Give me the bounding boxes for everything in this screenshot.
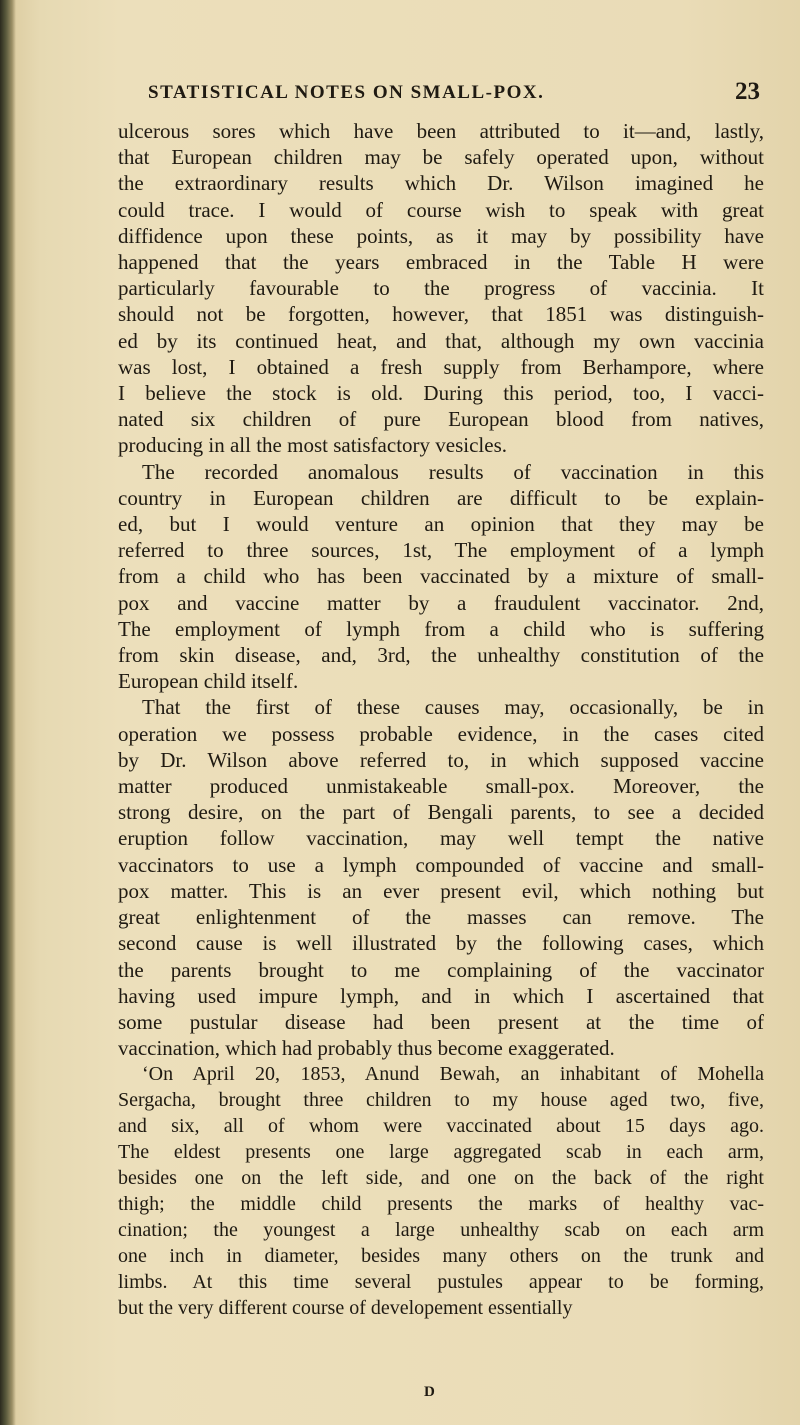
- text-line: limbs. At this time several pustules appear to be forming,: [118, 1271, 764, 1294]
- text-line: second cause is well illustrated by the following cases, which: [118, 931, 764, 956]
- text-line: thigh; the middle child presents the marks of healthy vac-: [118, 1193, 764, 1216]
- text-line: great enlightenment of the masses can remove. The: [118, 905, 764, 930]
- text-line: nated six children of pure European blood from natives,: [118, 407, 764, 432]
- text-line: and six, all of whom were vaccinated about 15 days ago.: [118, 1115, 764, 1138]
- text-line: was lost, I obtained a fresh supply from Berhampore, where: [118, 354, 764, 379]
- text-line: ulcerous sores which have been attributed to it—and, lastly,: [118, 119, 764, 143]
- text-line: I believe the stock is old. During this period, too, I vacci-: [118, 381, 764, 406]
- text-line: producing in all the most satisfactory vesicles.: [118, 433, 507, 458]
- text-line: by Dr. Wilson above referred to, in which supposed vaccine: [118, 747, 764, 772]
- paragraph: [118, 459, 764, 695]
- text-flow: [118, 118, 764, 1321]
- paragraph: [118, 118, 764, 459]
- text-line: ‘On April 20, 1853, Anund Bewah, an inhabitant of Mohella: [142, 1063, 764, 1086]
- text-line: cination; the youngest a large unhealthy scab on each arm: [118, 1219, 764, 1242]
- text-line: The eldest presents one large aggregated scab in each arm,: [118, 1141, 764, 1164]
- text-line: one inch in diameter, besides many others on the trunk and: [118, 1245, 764, 1268]
- paragraph: [118, 694, 764, 1061]
- text-line: ed by its continued heat, and that, although my own vaccinia: [118, 328, 764, 353]
- text-line: European child itself.: [118, 669, 299, 694]
- text-line: The recorded anomalous results of vaccination in this: [142, 459, 764, 484]
- text-line: diffidence upon these points, as it may by possibility have: [118, 223, 764, 248]
- text-line: should not be forgotten, however, that 1851 was distinguish-: [118, 302, 764, 327]
- text-line: but the very different course of developement essentially: [118, 1297, 573, 1320]
- text-line: eruption follow vaccination, may well tempt the native: [118, 826, 764, 851]
- text-line: happened that the years embraced in the Table H were: [118, 250, 764, 275]
- text-line: from a child who has been vaccinated by a mixture of small-: [118, 564, 764, 589]
- text-line: some pustular disease had been present at the time of: [118, 1009, 764, 1034]
- body-text: [118, 118, 764, 1321]
- text-line: That the first of these causes may, occasionally, be in: [142, 695, 764, 720]
- signature-mark: D: [424, 1384, 435, 1400]
- text-line: referred to three sources, 1st, The employment of a lymph: [118, 538, 764, 563]
- text-line: the parents brought to me complaining of the vaccinator: [118, 957, 764, 982]
- running-header: [118, 78, 760, 112]
- text-line: vaccinators to use a lymph compounded of vaccine and small-: [118, 852, 764, 877]
- text-line: country in European children are difficult to be explain-: [118, 485, 764, 510]
- text-line: operation we possess probable evidence, in the cases cited: [118, 721, 764, 746]
- text-line: besides one on the left side, and one on the back of the right: [118, 1167, 764, 1190]
- page-number: 23: [735, 78, 760, 105]
- page-binding-edge: [0, 0, 16, 1425]
- text-line: Sergacha, brought three children to my house aged two, five,: [118, 1089, 764, 1112]
- text-line: that European children may be safely operated upon, without: [118, 145, 764, 170]
- text-line: from skin disease, and, 3rd, the unhealthy constitution of the: [118, 643, 764, 668]
- text-line: having used impure lymph, and in which I ascertained that: [118, 983, 764, 1008]
- running-title: STATISTICAL NOTES ON SMALL-POX.: [148, 82, 545, 103]
- text-line: particularly favourable to the progress of vaccinia. It: [118, 276, 764, 301]
- text-line: strong desire, on the part of Bengali parents, to see a decided: [118, 800, 764, 825]
- text-line: could trace. I would of course wish to speak with great: [118, 197, 764, 222]
- text-line: matter produced unmistakeable small-pox. Moreover, the: [118, 774, 764, 799]
- text-line: vaccination, which had probably thus become exaggerated.: [118, 1036, 615, 1061]
- text-line: ed, but I would venture an opinion that they may be: [118, 512, 764, 537]
- text-line: pox matter. This is an ever present evil, which nothing but: [118, 878, 764, 903]
- text-line: pox and vaccine matter by a fraudulent vaccinator. 2nd,: [118, 590, 764, 615]
- text-line: The employment of lymph from a child who is suffering: [118, 616, 764, 641]
- paragraph: [118, 1061, 764, 1321]
- text-line: the extraordinary results which Dr. Wilson imagined he: [118, 171, 764, 196]
